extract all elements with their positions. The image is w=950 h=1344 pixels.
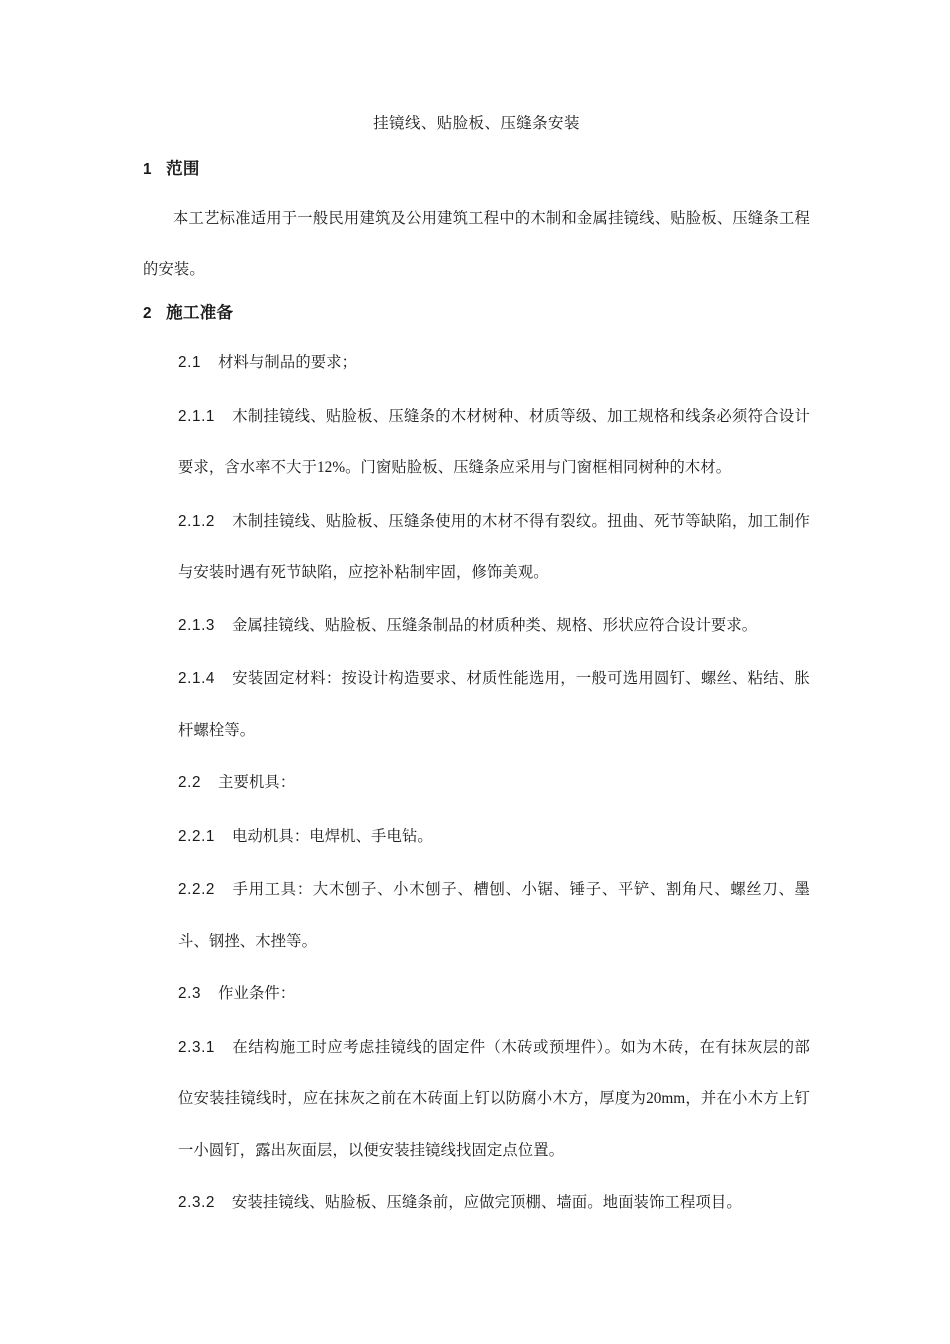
clause-number: 2.1.2 [178,512,216,530]
clause-text-cont: ，并在小木方上钉一小圆钉，露出灰面层，以便安装挂镜线找固定点位置。 [178,1089,810,1159]
page-title: 挂镜线、贴脸板、压缝条安装 [373,114,580,132]
clause-2-2-2 [143,864,810,966]
clause-2-1-3 [143,600,810,652]
clause-2-2-1 [143,811,810,863]
clause-number: 2.2.1 [178,827,216,845]
section-heading-text: 施工准备 [166,303,234,322]
section-heading-text: 范围 [166,159,200,178]
clause-2-1-1 [143,391,810,494]
clause-text: 主要机具： [218,773,296,791]
clause-text: 安装挂镜线、贴脸板、压缝条前，应做完顶棚、墙面。地面装饰工程项目。 [232,1193,742,1211]
section-heading-2 [143,296,810,331]
clause-number: 2.1.4 [178,670,216,687]
section-number: 1 [143,161,153,178]
clause-2-1-4 [143,653,810,755]
clause-2-2 [143,757,810,809]
clause-text: 木制挂镜线、贴脸板、压缝条的木材树种、材质等级、加工规格和线条必须符合设计要求，含水率不大于 [178,406,810,476]
clause-number: 2.3 [178,985,202,1002]
clause-text: 作业条件： [218,984,296,1002]
clause-text: 手用工具：大木刨子、小木刨子、槽刨、小锯、锤子、平铲、割角尺、螺丝刀、墨斗、钢挫、木挫等。 [178,880,810,950]
clause-inline-value: 12% [317,459,346,476]
clause-text: 木制挂镜线、贴脸板、压缝条使用的木材不得有裂纹。扭曲、死节等缺陷，加工制作与安装时遇有死节缺陷，应挖补粘制牢固，修饰美观。 [178,511,810,581]
clause-2-1-2 [143,496,810,598]
clause-2-3 [143,968,810,1020]
section-heading-1 [143,152,810,187]
clause-number: 2.3.1 [178,1038,216,1056]
clause-number: 2.3.2 [178,1194,216,1211]
clause-text: 材料与制品的要求； [218,353,358,371]
clause-number: 2.1.3 [178,616,216,634]
clause-text: 安装固定材料：按设计构造要求、材质性能选用，一般可选用圆钉、螺丝、粘结、胀杆螺栓等。 [178,669,810,739]
clause-number: 2.1.1 [178,407,216,425]
clause-text: 金属挂镜线、贴脸板、压缝条制品的材质种类、规格、形状应符合设计要求。 [232,615,758,634]
clause-2-1 [143,337,810,389]
section-number: 2 [143,305,153,322]
clause-2-3-1 [143,1022,810,1176]
clause-2-3-2 [143,1177,810,1229]
clause-text-cont: 。门窗贴脸板、压缝条应采用与门窗框相同树种的木材。 [345,458,732,476]
clause-number: 2.1 [178,354,202,371]
clause-inline-value: 20mm [646,1090,686,1107]
clause-number: 2.2 [178,774,202,791]
section-1-paragraph: 本工艺标准适用于一般民用建筑及公用建筑工程中的木制和金属挂镜线、贴脸板、压缝条工程的安装。 [143,209,810,278]
clause-text: 电动机具：电焊机、手电钻。 [232,826,433,845]
clause-number: 2.2.2 [178,881,216,898]
clause-text: 在结构施工时应考虑挂镜线的固定件（木砖或预埋件）。如为木砖，在有抹灰层的部位安装挂镜线时，应在抹灰之前在木砖面上钉以防腐小木方，厚度为 [178,1037,810,1107]
